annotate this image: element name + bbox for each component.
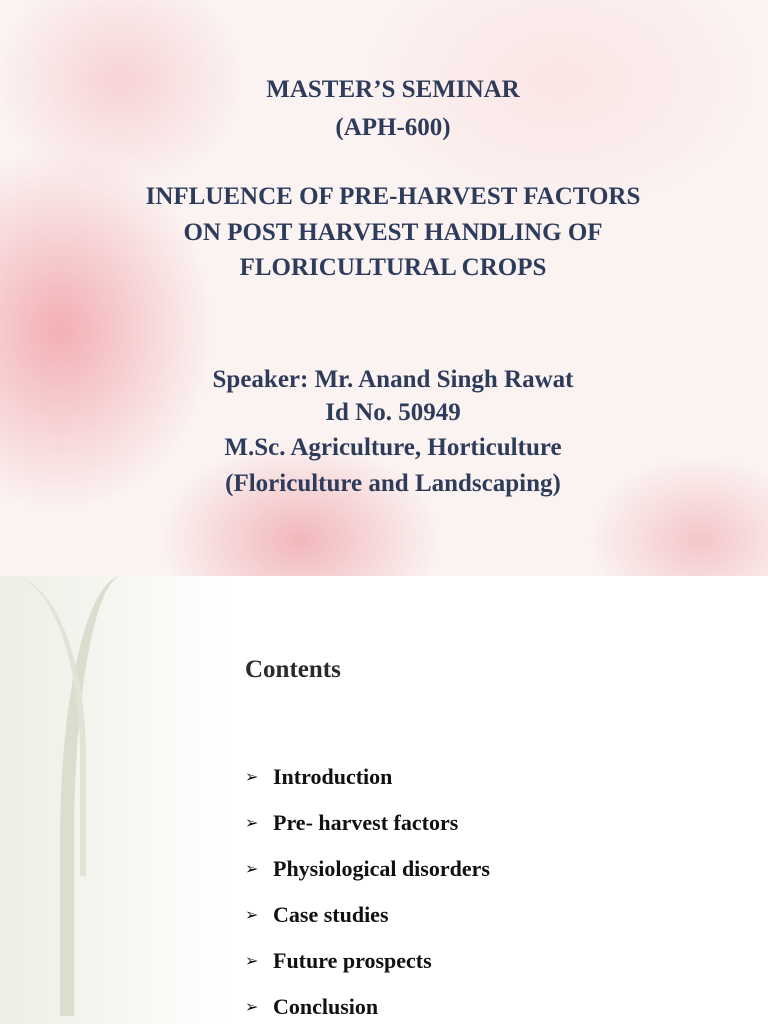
contents-list bbox=[245, 763, 490, 1021]
list-item bbox=[245, 809, 490, 837]
seminar-label: MASTER’S SEMINAR bbox=[266, 76, 520, 103]
item-label: Introduction bbox=[273, 764, 393, 789]
contents-heading: Contents bbox=[245, 656, 341, 683]
arrow-bullet-icon: ➢ bbox=[245, 997, 259, 1016]
title-line-3: FLORICULTURAL CROPS bbox=[239, 254, 547, 281]
list-item bbox=[245, 947, 490, 975]
item-label: Future prospects bbox=[273, 948, 432, 973]
arrow-bullet-icon: ➢ bbox=[245, 767, 259, 786]
title-line-1: INFLUENCE OF PRE-HARVEST FACTORS bbox=[145, 183, 641, 210]
item-label: Case studies bbox=[273, 902, 389, 927]
list-item bbox=[245, 763, 490, 791]
arrow-bullet-icon: ➢ bbox=[245, 859, 259, 878]
arrow-bullet-icon: ➢ bbox=[245, 951, 259, 970]
specialization: (Floriculture and Landscaping) bbox=[225, 470, 561, 497]
item-label: Pre- harvest factors bbox=[273, 810, 459, 835]
item-label: Physiological disorders bbox=[273, 856, 490, 881]
id-number: Id No. 50949 bbox=[325, 399, 461, 426]
course-code: (APH-600) bbox=[335, 114, 451, 141]
list-item bbox=[245, 993, 490, 1021]
speaker: Speaker: Mr. Anand Singh Rawat bbox=[212, 366, 574, 393]
arrow-bullet-icon: ➢ bbox=[245, 905, 259, 924]
contents-slide bbox=[0, 576, 768, 1024]
item-label: Conclusion bbox=[273, 994, 379, 1019]
title-line-2: ON POST HARVEST HANDLING OF bbox=[183, 219, 603, 246]
degree: M.Sc. Agriculture, Horticulture bbox=[224, 434, 562, 461]
decorative-flower bbox=[0, 576, 86, 876]
list-item bbox=[245, 901, 490, 929]
arrow-bullet-icon: ➢ bbox=[245, 813, 259, 832]
list-item bbox=[245, 855, 490, 883]
